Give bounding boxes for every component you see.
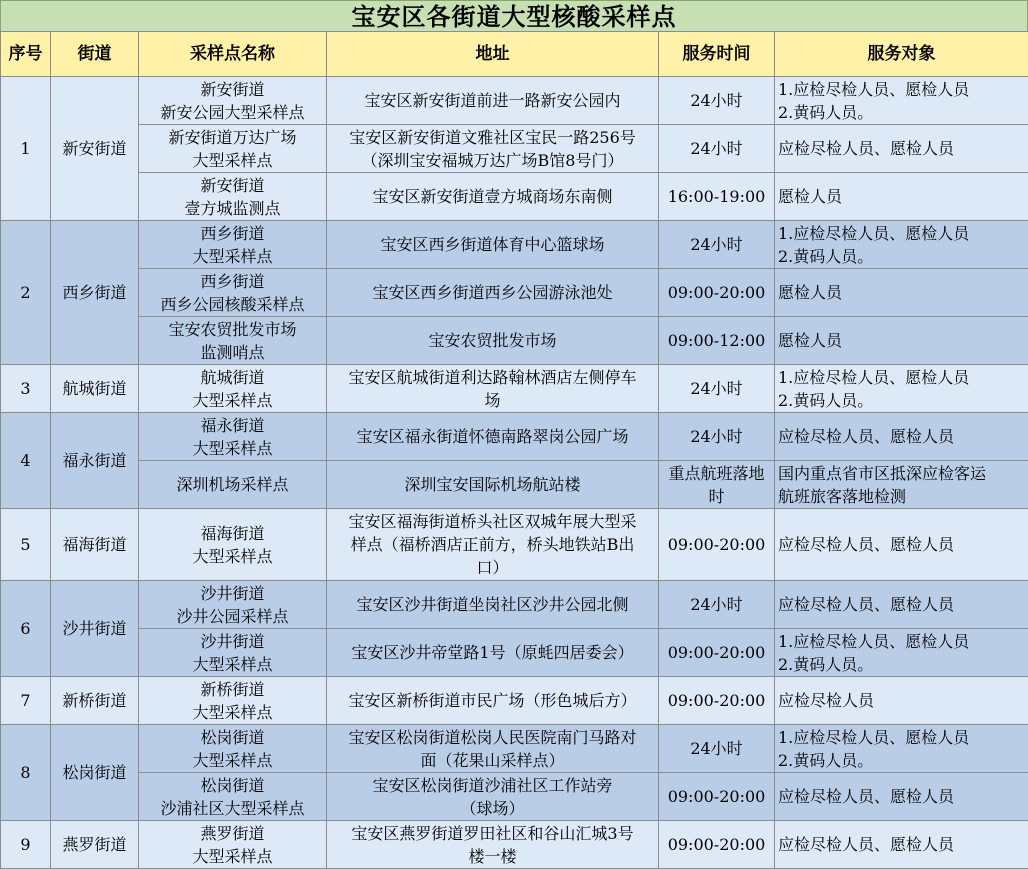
cell-site-name: 福海街道 大型采样点 (139, 509, 327, 581)
cell-service-target: 1.应检尽检人员、愿检人员 2.黄码人员。 (775, 725, 1028, 773)
cell-service-target: 应检尽检人员、愿检人员 (775, 509, 1028, 581)
cell-address: 宝安区西乡街道体育中心篮球场 (327, 221, 659, 269)
street-group (1, 821, 1028, 869)
cell-site-name: 西乡街道 西乡公园核酸采样点 (139, 269, 327, 317)
cell-service-time: 16:00-19:00 (659, 173, 775, 221)
cell-street: 沙井街道 (51, 581, 139, 677)
sampling-sites-table (0, 31, 1028, 869)
cell-street: 福海街道 (51, 509, 139, 581)
cell-site-name: 福永街道 大型采样点 (139, 413, 327, 461)
table-row (1, 173, 1028, 221)
cell-no: 8 (1, 725, 51, 821)
table-row (1, 821, 1028, 869)
cell-service-time: 24小时 (659, 365, 775, 413)
cell-service-target: 应检尽检人员、愿检人员 (775, 581, 1028, 629)
cell-no: 4 (1, 413, 51, 509)
page-title: 宝安区各街道大型核酸采样点 (0, 0, 1028, 31)
cell-site-name: 宝安农贸批发市场 监测哨点 (139, 317, 327, 365)
cell-service-target: 1.应检尽检人员、愿检人员 2.黄码人员。 (775, 629, 1028, 677)
cell-address: 宝安区新安街道前进一路新安公园内 (327, 77, 659, 125)
cell-address: 深圳宝安国际机场航站楼 (327, 461, 659, 509)
header-service-target: 服务对象 (775, 32, 1028, 77)
cell-service-time: 24小时 (659, 77, 775, 125)
cell-service-time: 09:00-20:00 (659, 677, 775, 725)
cell-service-time: 09:00-12:00 (659, 317, 775, 365)
cell-service-time: 24小时 (659, 413, 775, 461)
table-row (1, 461, 1028, 509)
cell-site-name: 西乡街道 大型采样点 (139, 221, 327, 269)
cell-site-name: 沙井街道 沙井公园采样点 (139, 581, 327, 629)
cell-site-name: 新安街道 新安公园大型采样点 (139, 77, 327, 125)
header-service-time: 服务时间 (659, 32, 775, 77)
cell-service-time: 24小时 (659, 725, 775, 773)
cell-street: 西乡街道 (51, 221, 139, 365)
cell-address: 宝安区新安街道文雅社区宝民一路256号 （深圳宝安福城万达广场B馆8号门） (327, 125, 659, 173)
cell-address: 宝安区西乡街道西乡公园游泳池处 (327, 269, 659, 317)
cell-service-time: 09:00-20:00 (659, 773, 775, 821)
cell-address: 宝安区松岗街道沙浦社区工作站旁 （球场） (327, 773, 659, 821)
street-group (1, 677, 1028, 725)
table-row (1, 773, 1028, 821)
cell-no: 5 (1, 509, 51, 581)
cell-address: 宝安区燕罗街道罗田社区和谷山汇城3号 楼一楼 (327, 821, 659, 869)
cell-no: 6 (1, 581, 51, 677)
cell-service-time: 09:00-20:00 (659, 821, 775, 869)
table-row (1, 365, 1028, 413)
cell-service-time: 09:00-20:00 (659, 269, 775, 317)
cell-site-name: 松岗街道 大型采样点 (139, 725, 327, 773)
table-row (1, 509, 1028, 581)
cell-address: 宝安区沙井帝堂路1号（原蚝四居委会） (327, 629, 659, 677)
cell-no: 2 (1, 221, 51, 365)
cell-address: 宝安区福海街道桥头社区双城年展大型采 样点（福桥酒店正前方，桥头地铁站B出 口） (327, 509, 659, 581)
table-row (1, 221, 1028, 269)
header-site-name: 采样点名称 (139, 32, 327, 77)
cell-service-time: 重点航班落地 时 (659, 461, 775, 509)
cell-street: 福永街道 (51, 413, 139, 509)
street-group (1, 77, 1028, 221)
cell-address: 宝安区松岗街道松岗人民医院南门马路对 面（花果山采样点） (327, 725, 659, 773)
cell-service-target: 愿检人员 (775, 317, 1028, 365)
cell-street: 航城街道 (51, 365, 139, 413)
street-group (1, 221, 1028, 365)
table-row (1, 581, 1028, 629)
cell-service-target: 1.应检尽检人员、愿检人员 2.黄码人员。 (775, 365, 1028, 413)
table-row (1, 125, 1028, 173)
cell-service-target: 愿检人员 (775, 173, 1028, 221)
cell-service-target: 1.应检尽检人员、愿检人员 2.黄码人员。 (775, 221, 1028, 269)
table-row (1, 629, 1028, 677)
cell-address: 宝安区新安街道壹方城商场东南侧 (327, 173, 659, 221)
cell-service-time: 09:00-20:00 (659, 509, 775, 581)
street-group (1, 509, 1028, 581)
cell-site-name: 燕罗街道 大型采样点 (139, 821, 327, 869)
cell-no: 3 (1, 365, 51, 413)
cell-service-target: 国内重点省市区抵深应检客运 航班旅客落地检测 (775, 461, 1028, 509)
table-row (1, 317, 1028, 365)
table-row (1, 725, 1028, 773)
street-group (1, 725, 1028, 821)
cell-address: 宝安农贸批发市场 (327, 317, 659, 365)
cell-site-name: 深圳机场采样点 (139, 461, 327, 509)
cell-service-target: 1.应检尽检人员、愿检人员 2.黄码人员。 (775, 77, 1028, 125)
header-address: 地址 (327, 32, 659, 77)
cell-service-target: 愿检人员 (775, 269, 1028, 317)
cell-site-name: 航城街道 大型采样点 (139, 365, 327, 413)
cell-no: 9 (1, 821, 51, 869)
cell-no: 7 (1, 677, 51, 725)
cell-street: 松岗街道 (51, 725, 139, 821)
cell-service-time: 24小时 (659, 581, 775, 629)
cell-site-name: 新安街道万达广场 大型采样点 (139, 125, 327, 173)
cell-street: 新安街道 (51, 77, 139, 221)
cell-no: 1 (1, 77, 51, 221)
cell-site-name: 松岗街道 沙浦社区大型采样点 (139, 773, 327, 821)
table-row (1, 413, 1028, 461)
header-row (1, 32, 1028, 77)
header-no: 序号 (1, 32, 51, 77)
table-row (1, 77, 1028, 125)
cell-site-name: 新安街道 壹方城监测点 (139, 173, 327, 221)
cell-service-target: 应检尽检人员、愿检人员 (775, 773, 1028, 821)
cell-site-name: 新桥街道 大型采样点 (139, 677, 327, 725)
header-street: 街道 (51, 32, 139, 77)
table-row (1, 677, 1028, 725)
cell-site-name: 沙井街道 大型采样点 (139, 629, 327, 677)
cell-address: 宝安区沙井街道坐岗社区沙井公园北侧 (327, 581, 659, 629)
cell-service-target: 应检尽检人员、愿检人员 (775, 821, 1028, 869)
table-row (1, 269, 1028, 317)
street-group (1, 581, 1028, 677)
cell-service-target: 应检尽检人员 (775, 677, 1028, 725)
cell-service-time: 09:00-20:00 (659, 629, 775, 677)
cell-street: 燕罗街道 (51, 821, 139, 869)
street-group (1, 413, 1028, 509)
cell-service-time: 24小时 (659, 221, 775, 269)
cell-service-target: 应检尽检人员、愿检人员 (775, 413, 1028, 461)
cell-address: 宝安区新桥街道市民广场（形色城后方） (327, 677, 659, 725)
cell-street: 新桥街道 (51, 677, 139, 725)
cell-service-target: 应检尽检人员、愿检人员 (775, 125, 1028, 173)
street-group (1, 365, 1028, 413)
cell-service-time: 24小时 (659, 125, 775, 173)
cell-address: 宝安区航城街道利达路翰林酒店左侧停车 场 (327, 365, 659, 413)
cell-address: 宝安区福永街道怀德南路翠岗公园广场 (327, 413, 659, 461)
